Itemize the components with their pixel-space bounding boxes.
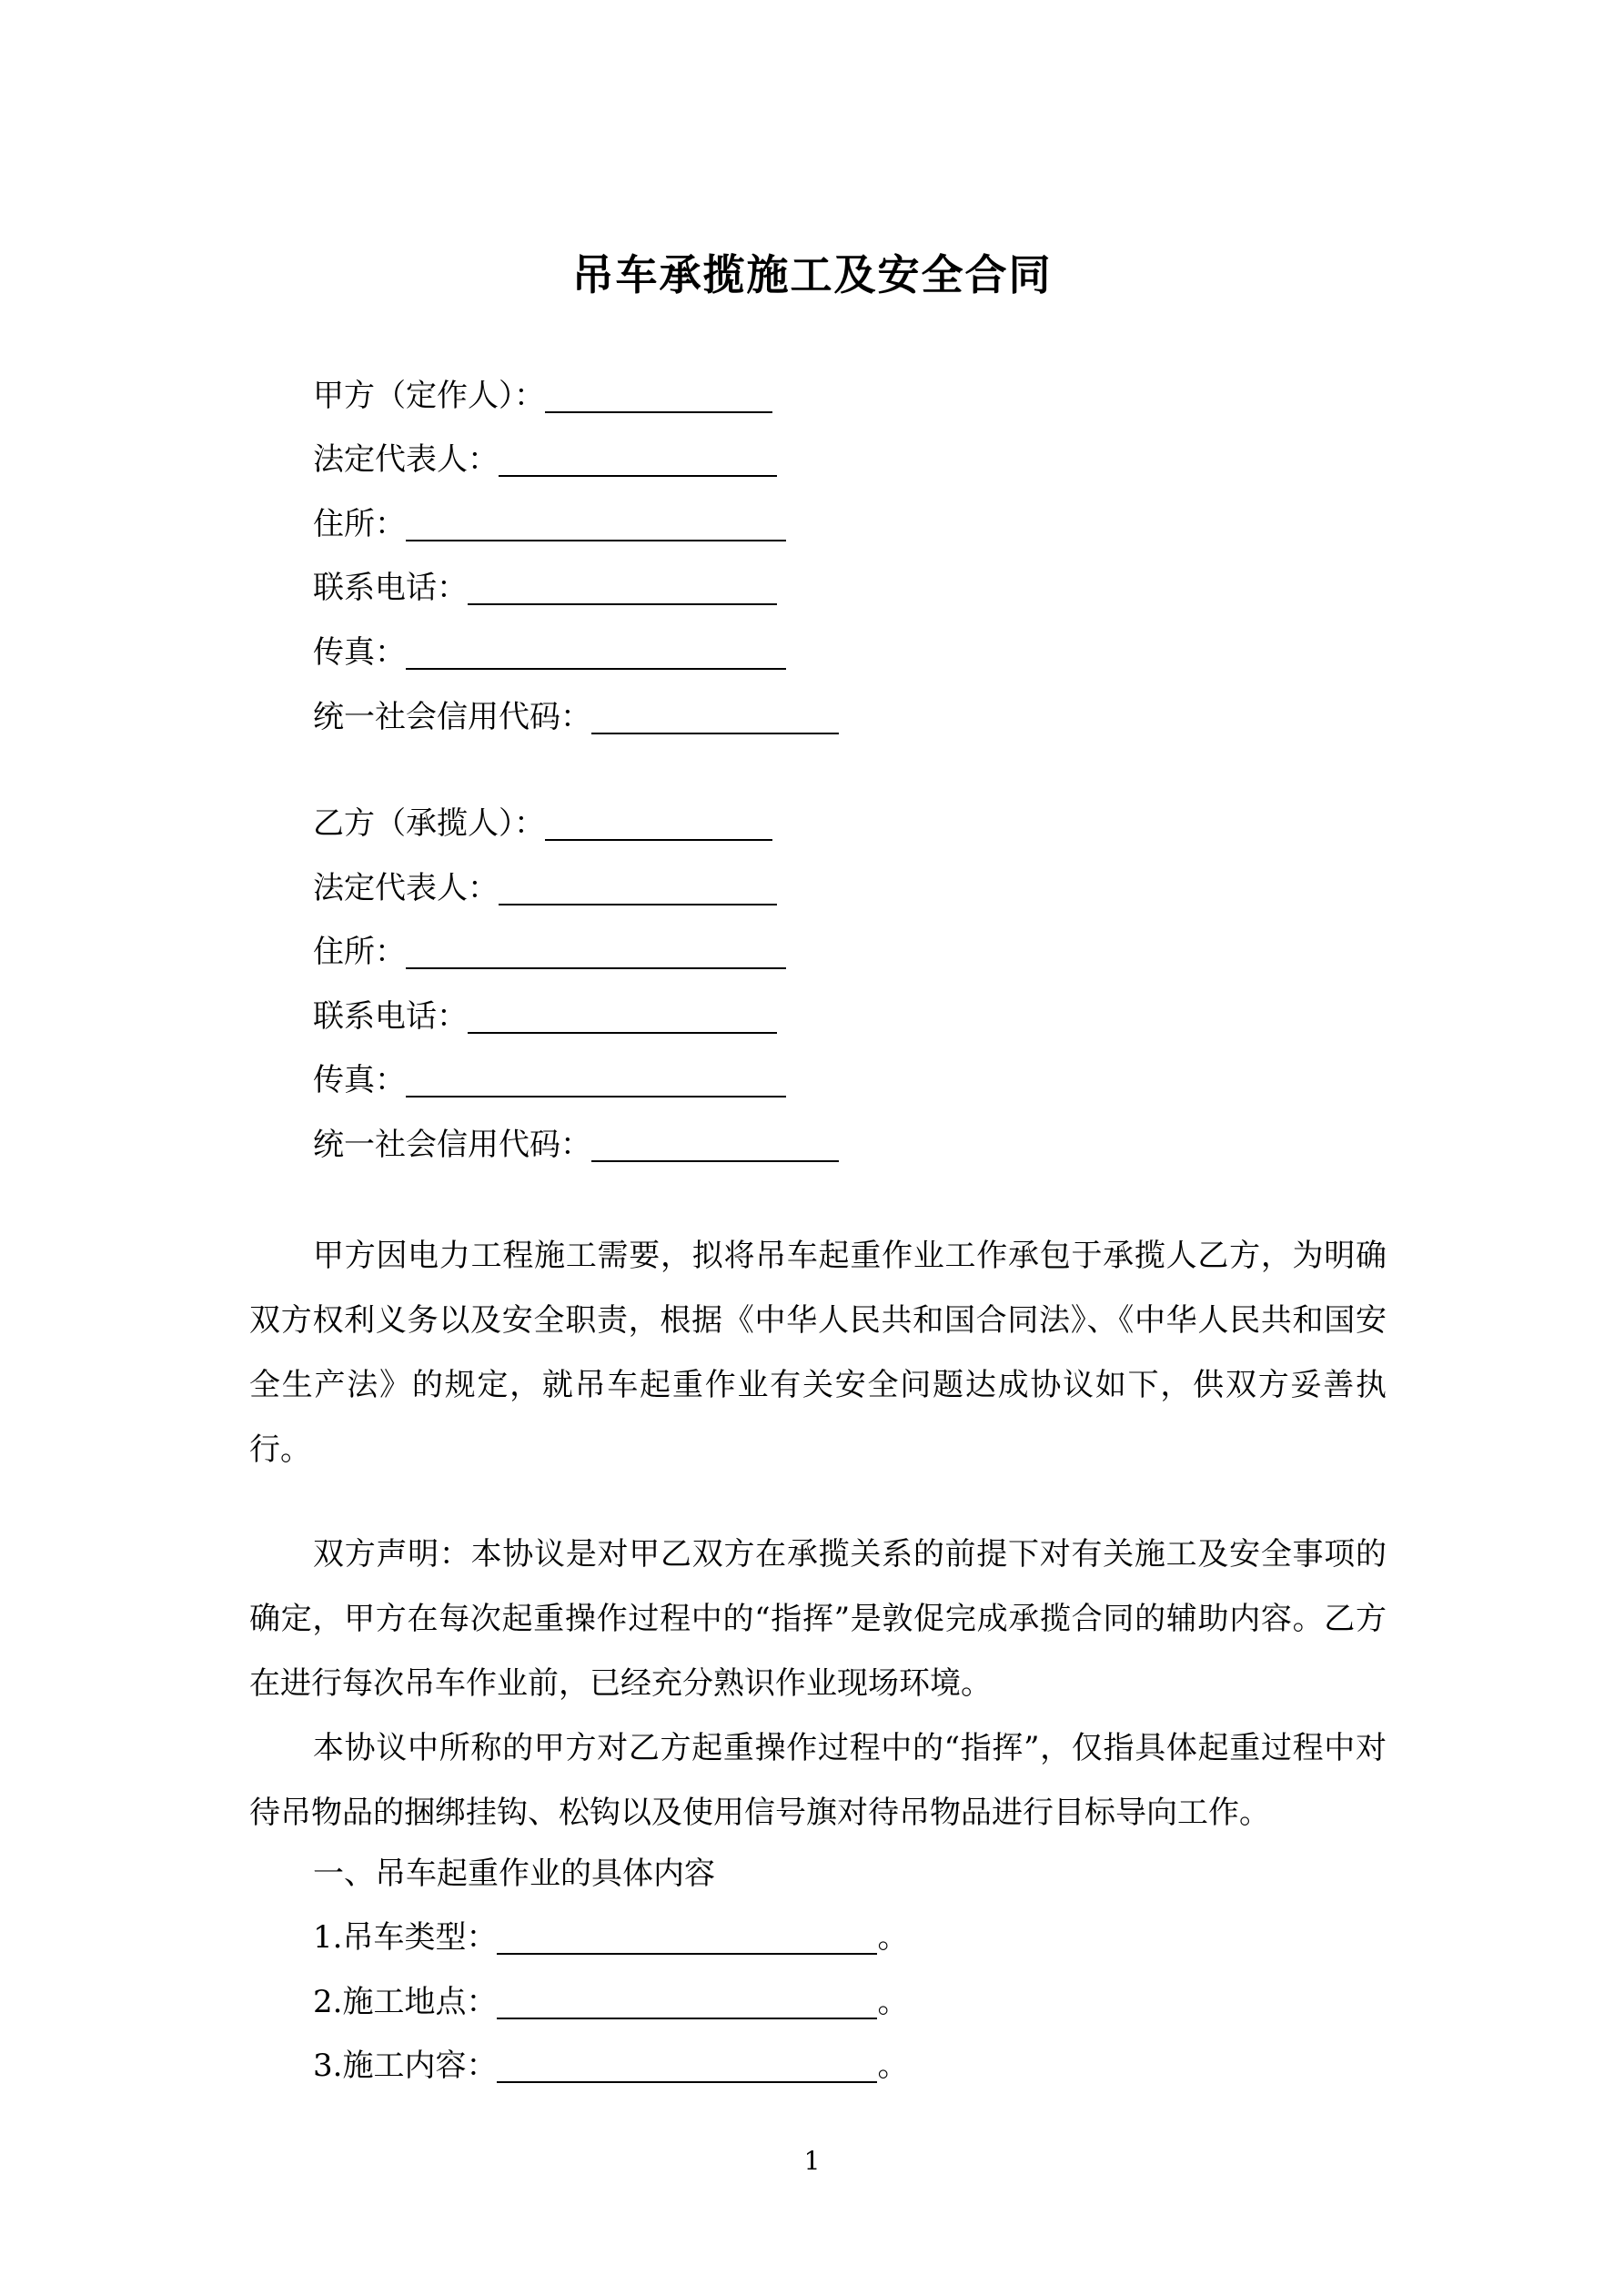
intro-paragraph: 甲方因电力工程施工需要，拟将吊车起重作业工作承包于承揽人乙方，为明确双方权利义务以及安全职责，根据《中华人民共和国合同法》、《中华人民共和国安全生产法》的规定，就吊车起重作业有关安全问题达成协议如下，供双方妥善执行。 (249, 1238, 1387, 1468)
site-location-field (313, 1979, 908, 2025)
party-a-address-label: 住所： (313, 506, 406, 542)
party-b-credit-code-blank[interactable] (591, 1128, 839, 1162)
party-b-credit-code-field (313, 1122, 839, 1168)
party-a-name-label: 甲方（定作人）： (313, 378, 545, 414)
site-location-suffix: 。 (877, 1984, 909, 2020)
party-a-credit-code-blank[interactable] (591, 700, 839, 734)
party-b-name-field (313, 801, 772, 846)
work-content-field (313, 2043, 908, 2089)
party-a-legal-rep-field (313, 437, 777, 482)
page-number: 1 (803, 2146, 821, 2176)
work-content-blank[interactable] (497, 2048, 877, 2083)
crane-type-suffix: 。 (877, 1919, 909, 1956)
party-b-phone-label: 联系电话： (313, 998, 468, 1035)
party-b-address-label: 住所： (313, 934, 406, 970)
party-a-phone-field (313, 565, 777, 611)
party-a-name-blank[interactable] (545, 379, 772, 413)
command-paragraph: 本协议中所称的甲方对乙方起重操作过程中的“指挥”，仅指具体起重过程中对待吊物品的捆绑挂钩、松钩以及使用信号旗对待吊物品进行目标导向工作。 (249, 1730, 1387, 1831)
party-b-legal-rep-field (313, 865, 777, 911)
party-a-address-blank[interactable] (406, 507, 786, 541)
party-b-address-field (313, 929, 786, 975)
party-a-fax-field (313, 630, 786, 675)
crane-type-blank[interactable] (497, 1920, 877, 1955)
work-content-label: 3.施工内容： (313, 2048, 498, 2084)
party-a-phone-label: 联系电话： (313, 570, 468, 606)
work-content-suffix: 。 (877, 2048, 909, 2084)
party-a-address-field (313, 501, 786, 547)
site-location-label: 2.施工地点： (313, 1984, 498, 2020)
party-a-name-field (313, 373, 772, 419)
party-a-fax-blank[interactable] (406, 635, 786, 670)
party-b-fax-field (313, 1057, 786, 1103)
crane-type-label: 1.吊车类型： (313, 1919, 498, 1956)
declaration-paragraph: 双方声明：本协议是对甲乙双方在承揽关系的前提下对有关施工及安全事项的确定，甲方在每次起重操作过程中的“指挥”是敦促完成承揽合同的辅助内容。乙方在进行每次吊车作业前，已经充分熟识作业现场环境。 (249, 1536, 1387, 1702)
party-b-address-blank[interactable] (406, 935, 786, 969)
document-title: 吊车承揽施工及安全合同 (571, 250, 1053, 299)
party-b-name-blank[interactable] (545, 806, 772, 841)
party-b-fax-blank[interactable] (406, 1063, 786, 1097)
party-a-phone-blank[interactable] (468, 571, 777, 605)
site-location-blank[interactable] (497, 1985, 877, 2019)
party-a-credit-code-field (313, 694, 839, 740)
party-b-credit-code-label: 统一社会信用代码： (313, 1127, 591, 1163)
party-b-fax-label: 传真： (313, 1062, 406, 1098)
party-a-legal-rep-label: 法定代表人： (313, 441, 499, 478)
party-a-legal-rep-blank[interactable] (499, 442, 777, 477)
crane-type-field (313, 1915, 908, 1960)
party-b-name-label: 乙方（承揽人）： (313, 805, 545, 842)
party-b-legal-rep-blank[interactable] (499, 871, 777, 905)
party-a-fax-label: 传真： (313, 634, 406, 671)
section-one-heading: 一、吊车起重作业的具体内容 (313, 1856, 715, 1892)
party-b-phone-blank[interactable] (468, 999, 777, 1034)
party-b-legal-rep-label: 法定代表人： (313, 870, 499, 906)
party-b-phone-field (313, 994, 777, 1039)
party-a-credit-code-label: 统一社会信用代码： (313, 699, 591, 735)
